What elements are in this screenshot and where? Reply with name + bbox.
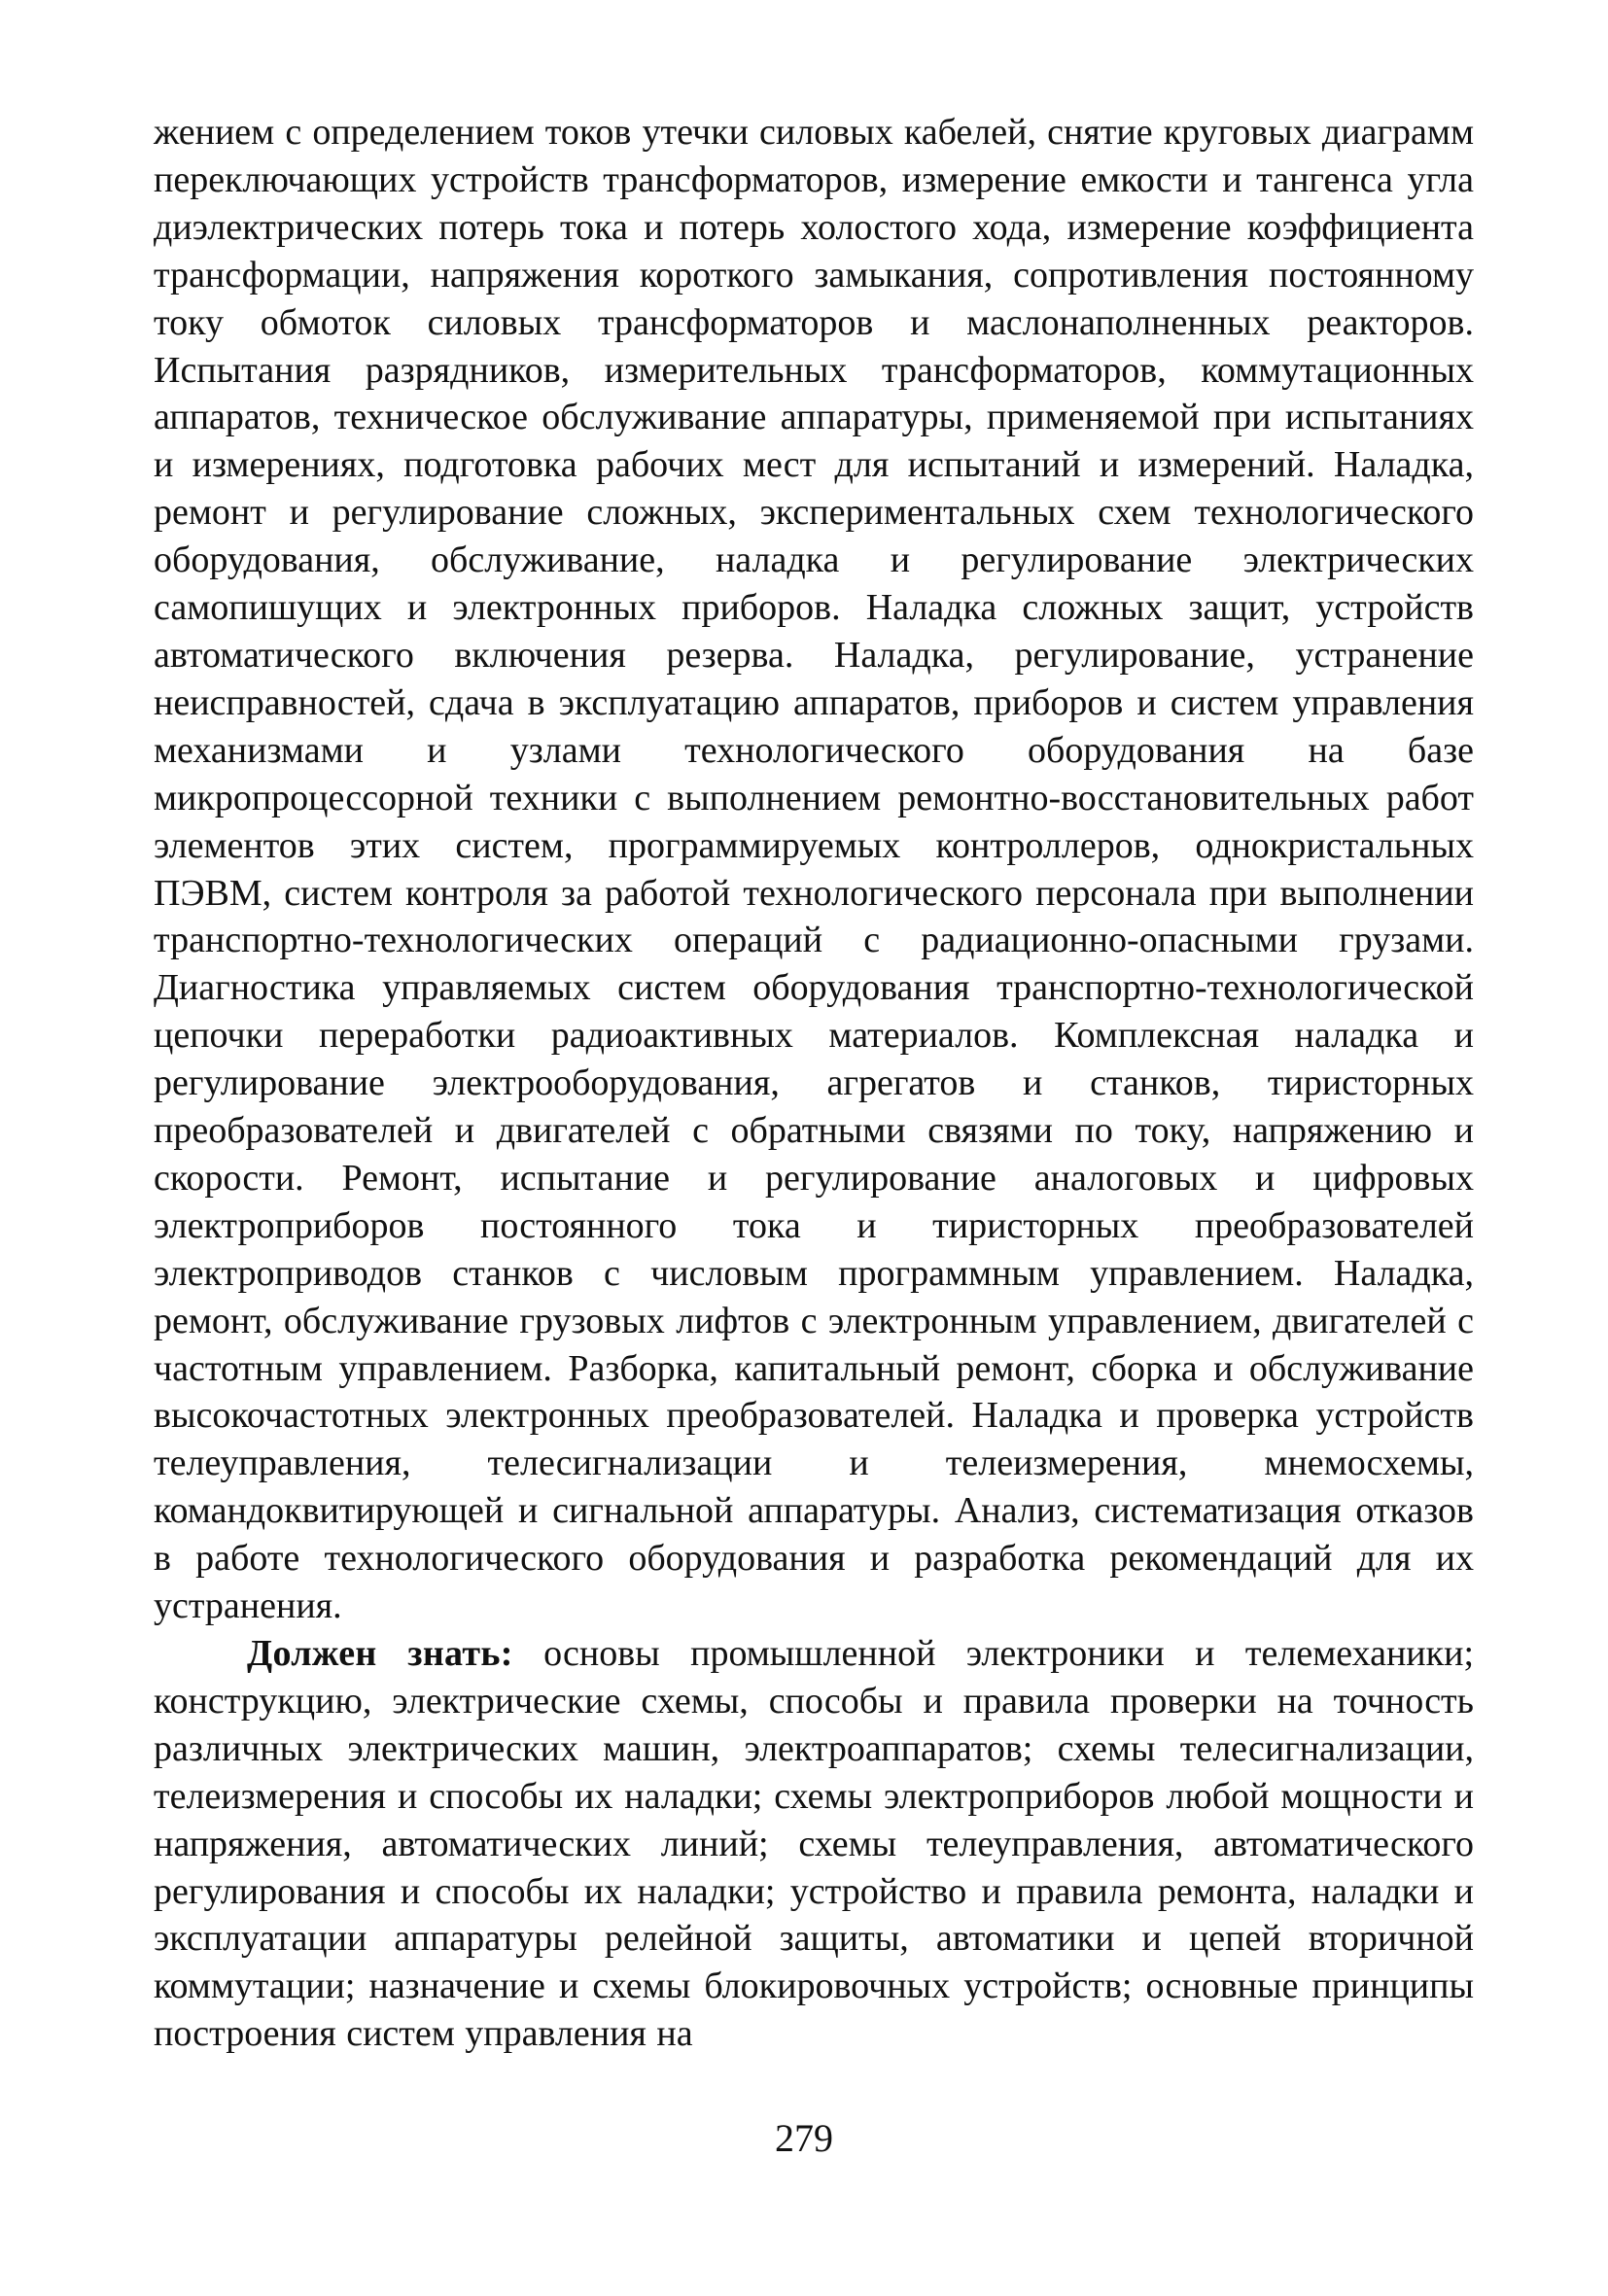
paragraph-2-text: основы промышленной электроники и телемеханики; конструкцию, электрические схемы, способы и правила проверки на точность различных электрических машин, электроаппаратов; схемы телесигнализации, телеизмерения и способы их наладки; схемы электроприборов любой мощности и напряжения, автоматических линий; схемы телеуправления, автоматического регулирования и способы их наладки; устройство и правила ремонта, наладки и эксплуатации аппаратуры релейной защиты, автоматики и цепей вторичной коммутации; назначение и схемы блокировочных устройств; основные принципы построения систем управления на	[154, 1633, 1474, 2055]
paragraph-1-text: жением с определением токов утечки силовых кабелей, снятие круговых диаграмм переключающих устройств трансформаторов, измерение емкости и тангенса угла диэлектрических потерь тока и потерь холостого хода, измерение коэффициента трансформации, напряжения короткого замыкания, сопротивления постоянному току обмоток силовых трансформаторов и маслонаполненных реакторов. Испытания разрядников, измерительных трансформаторов, коммутационных аппаратов, техническое обслуживание аппаратуры, применяемой при испытаниях и измерениях, подготовка рабочих мест для испытаний и измерений. Наладка, ремонт и регулирование сложных, экспериментальных схем технологического оборудования, обслуживание, наладка и регулирование электрических самопишущих и электронных приборов. Наладка сложных защит, устройств автоматического включения резерва. Наладка, регулирование, устранение неисправностей, сдача в эксплуатацию аппаратов, приборов и систем управления механизмами и узлами технологического оборудования на базе микропроцессорной техники с выполнением ремонтно-восстановительных работ элементов этих систем, программируемых контроллеров, однокристальных ПЭВМ, систем контроля за работой технологического персонала при выполнении транспортно-технологических операций с радиационно-опасными грузами. Диагностика управляемых систем оборудования транспортно-технологической цепочки переработки радиоактивных материалов. Комплексная наладка и регулирование электрооборудования, агрегатов и станков, тиристорных преобразователей и двигателей с обратными связями по току, напряжению и скорости. Ремонт, испытание и регулирование аналоговых и цифровых электроприборов постоянного тока и тиристорных преобразователей электроприводов станков с числовым программным управлением. Наладка, ремонт, обслуживание грузовых лифтов с электронным управлением, двигателей с частотным управлением. Разборка, капитальный ремонт, сборка и обслуживание высокочастотных электронных преобразователей. Наладка и проверка устройств телеуправления, телесигнализации и телеизмерения, мнемосхемы, командоквитирующей и сигнальной аппаратуры. Анализ, систематизация отказов в работе технологического оборудования и разработка рекомендаций для их устранения.	[154, 112, 1474, 1627]
page-body	[154, 109, 1474, 2058]
page-number: 279	[775, 2116, 833, 2160]
paragraph-2	[154, 1630, 1474, 2058]
paragraph-1	[154, 109, 1474, 1630]
paragraph-2-lead: Должен знать:	[247, 1633, 513, 1674]
